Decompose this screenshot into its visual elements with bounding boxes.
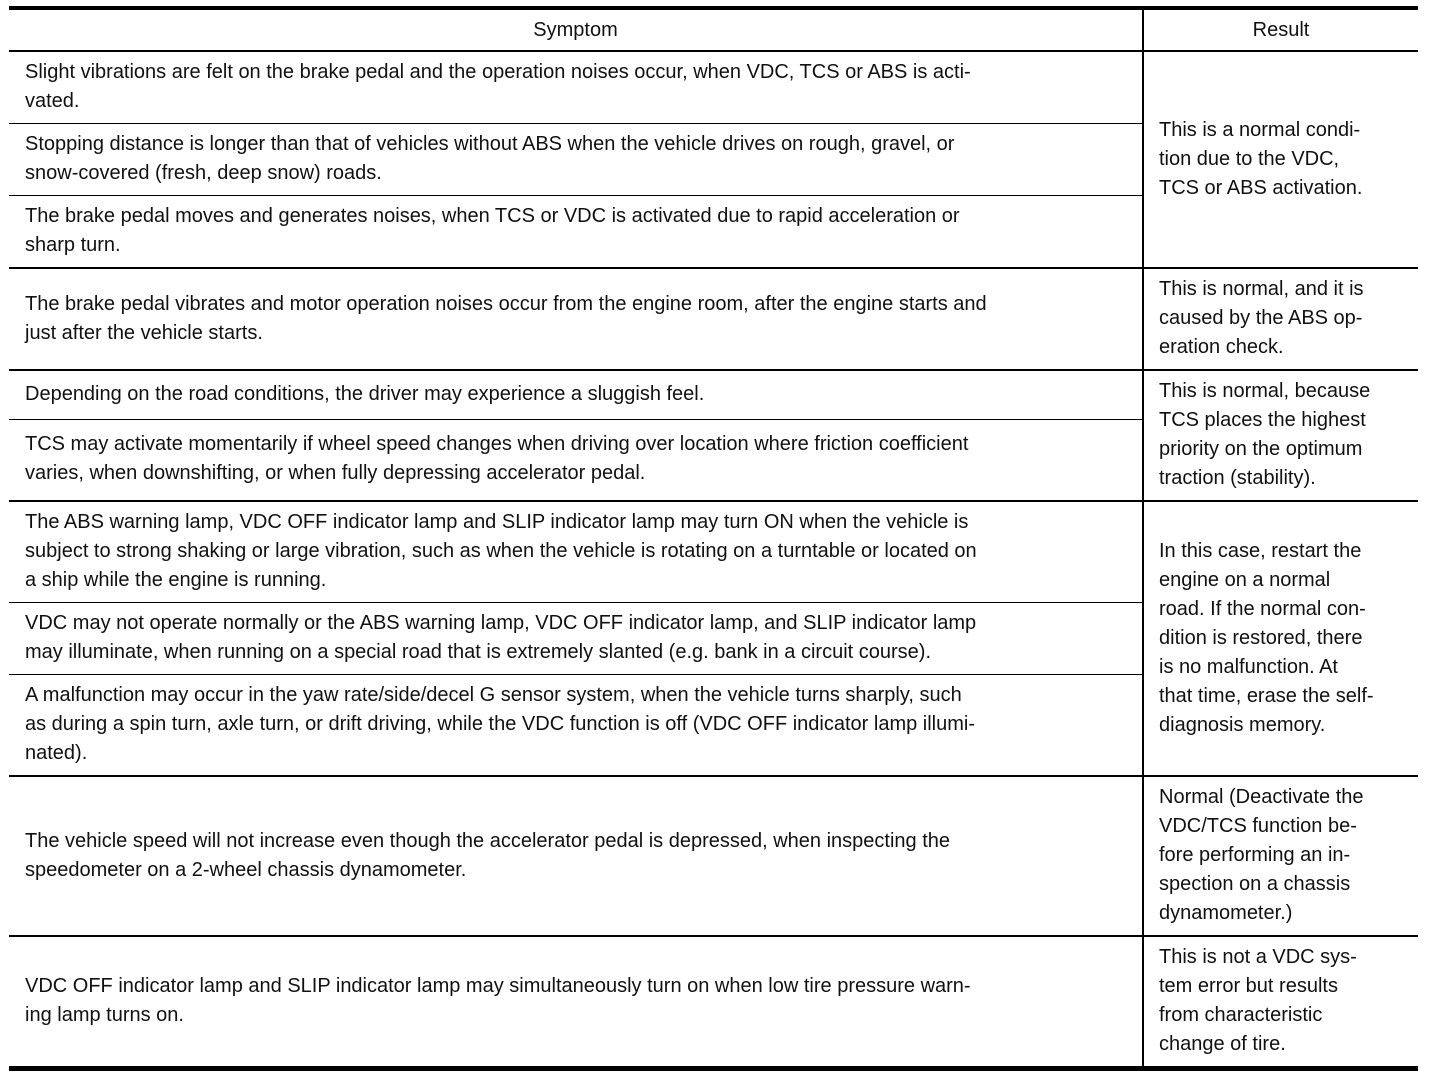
- symptom-cell: [9, 419, 1143, 501]
- symptom-cell: [9, 675, 1143, 777]
- symptom-cell: [9, 370, 1143, 419]
- symptom-cell: [9, 268, 1143, 370]
- table-row: [9, 501, 1418, 603]
- symptom-result-table-wrapper: [9, 6, 1418, 1071]
- result-text: This is normal, and it is caused by the ABS op- eration check.: [1159, 278, 1364, 358]
- result-text: This is normal, because TCS places the highest priority on the optimum traction (stability).: [1159, 380, 1371, 489]
- result-text: Normal (Deactivate the VDC/TCS function be- fore performing an in- spection on a chassis dynamometer.): [1159, 786, 1364, 924]
- table-header-row: [9, 8, 1418, 51]
- symptom-text: The brake pedal vibrates and motor operation noises occur from the engine room, after the engine starts and just after the vehicle starts.: [25, 292, 987, 344]
- symptom-column-header: Symptom: [9, 8, 1143, 51]
- result-text: In this case, restart the engine on a normal road. If the normal con- dition is restored, there is no malfunction. At that time, erase the self- diagnosis memory.: [1159, 539, 1374, 736]
- symptom-text: TCS may activate momentarily if wheel speed changes when driving over location where friction coefficient varies, when downshifting, or when fully depressing accelerator pedal.: [25, 433, 969, 485]
- table-body: [9, 51, 1418, 1069]
- symptom-cell: [9, 501, 1143, 603]
- result-text: This is a normal condi- tion due to the VDC, TCS or ABS activation.: [1159, 118, 1363, 199]
- table-row: [9, 370, 1418, 419]
- symptom-text: Stopping distance is longer than that of vehicles without ABS when the vehicle drives on rough, gravel, or snow-covered (fresh, deep snow) roads.: [25, 133, 955, 184]
- result-cell: [1143, 268, 1418, 370]
- result-cell: [1143, 776, 1418, 936]
- result-column-header: Result: [1143, 8, 1418, 51]
- symptom-cell: [9, 603, 1143, 675]
- table-row: [9, 776, 1418, 936]
- symptom-text: The brake pedal moves and generates noises, when TCS or VDC is activated due to rapid acceleration or sharp turn.: [25, 205, 960, 256]
- symptom-text: The ABS warning lamp, VDC OFF indicator lamp and SLIP indicator lamp may turn ON when the vehicle is subject to strong shaking or large vibration, such as when the vehicle is rotating on a turntable or located on a ship while the engine is running.: [25, 511, 977, 591]
- symptom-cell: [9, 776, 1143, 936]
- symptom-text: VDC OFF indicator lamp and SLIP indicator lamp may simultaneously turn on when low tire pressure warn- ing lamp turns on.: [25, 975, 971, 1026]
- symptom-text: The vehicle speed will not increase even though the accelerator pedal is depressed, when inspecting the speedometer on a 2-wheel chassis dynamometer.: [25, 829, 951, 881]
- symptom-result-table: [9, 6, 1418, 1071]
- result-cell: [1143, 501, 1418, 776]
- result-cell: [1143, 936, 1418, 1069]
- symptom-cell: [9, 196, 1143, 269]
- result-text: This is not a VDC sys- tem error but results from characteristic change of tire.: [1159, 946, 1357, 1055]
- result-cell: [1143, 370, 1418, 501]
- symptom-text: A malfunction may occur in the yaw rate/side/decel G sensor system, when the vehicle turns sharply, such as during a spin turn, axle turn, or drift driving, while the VDC function is off (VDC OFF indicator lamp illumi- nated).: [25, 684, 975, 764]
- symptom-text: Depending on the road conditions, the driver may experience a sluggish feel.: [25, 382, 705, 405]
- table-row: [9, 51, 1418, 124]
- result-cell: [1143, 51, 1418, 268]
- symptom-cell: [9, 51, 1143, 124]
- symptom-cell: [9, 124, 1143, 196]
- table-row: [9, 268, 1418, 370]
- table-row: [9, 936, 1418, 1069]
- symptom-cell: [9, 936, 1143, 1069]
- symptom-text: Slight vibrations are felt on the brake pedal and the operation noises occur, when VDC, TCS or ABS is acti- vated.: [25, 61, 971, 112]
- symptom-text: VDC may not operate normally or the ABS warning lamp, VDC OFF indicator lamp, and SLIP indicator lamp may illuminate, when running on a special road that is extremely slanted (e.g. bank in a circuit course).: [25, 612, 977, 663]
